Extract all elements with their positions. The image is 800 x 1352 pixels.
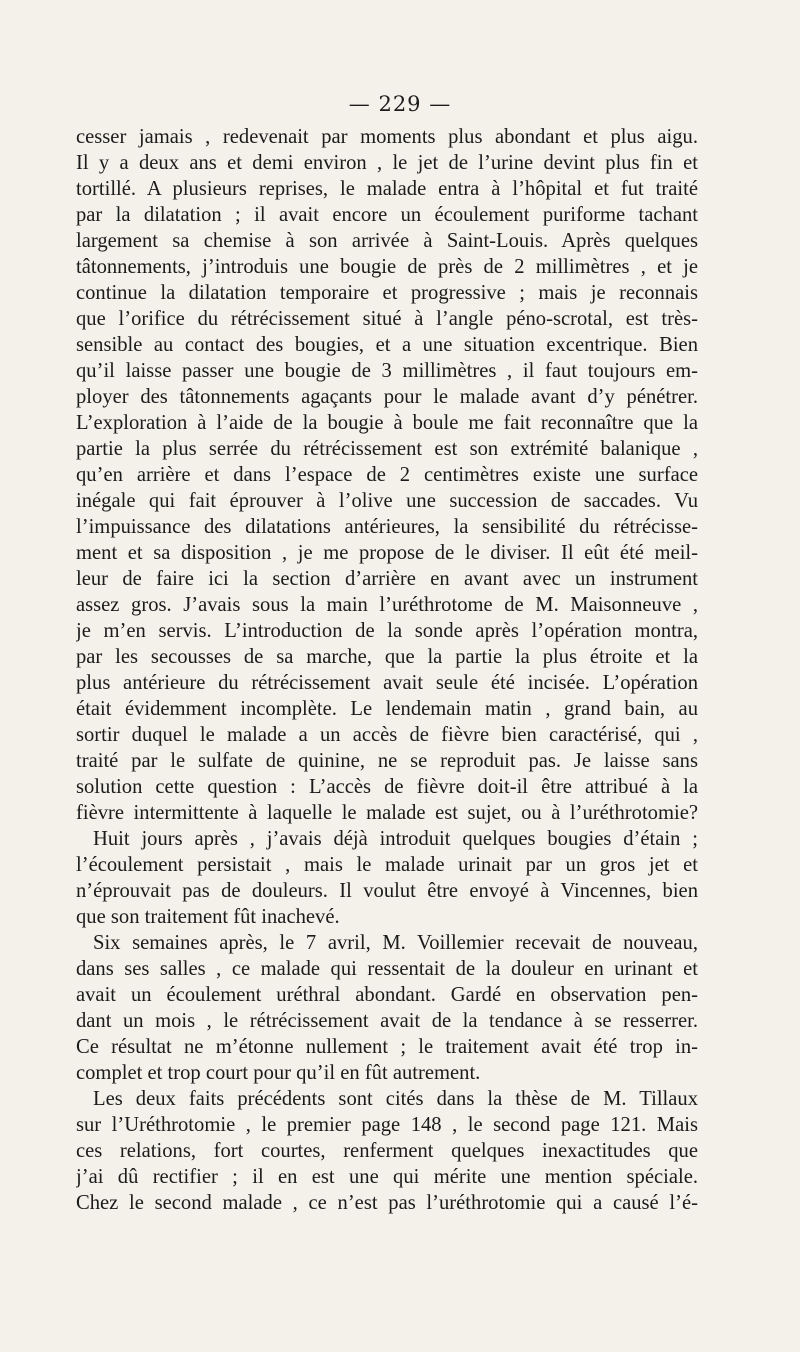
text-line: que l’orifice du rétrécissement situé à l’angle péno-scrotal, est très-	[76, 308, 698, 330]
text-line: L’exploration à l’aide de la bougie à boule me fait reconnaître que la	[76, 412, 698, 434]
text-line: l’impuissance des dilatations antérieures, la sensibilité du rétrécisse-	[76, 516, 698, 538]
text-line: n’éprouvait pas de douleurs. Il voulut être envoyé à Vincennes, bien	[76, 880, 698, 902]
text-line: fièvre intermittente à laquelle le malade est sujet, ou à l’uréthrotomie?	[76, 802, 698, 824]
text-line: plus antérieure du rétrécissement avait seule été incisée. L’opération	[76, 672, 698, 694]
body-text	[76, 124, 698, 1216]
text-line: ment et sa disposition , je me propose de le diviser. Il eût été meil-	[76, 542, 698, 564]
text-line: sortir duquel le malade a un accès de fièvre bien caractérisé, qui ,	[76, 724, 698, 746]
text-line: leur de faire ici la section d’arrière en avant avec un instrument	[76, 568, 698, 590]
text-line: continue la dilatation temporaire et progressive ; mais je reconnais	[76, 282, 698, 304]
text-line: que son traitement fût inachevé.	[76, 906, 340, 928]
text-line: inégale qui fait éprouver à l’olive une succession de saccades. Vu	[76, 490, 698, 512]
text-line: était évidemment incomplète. Le lendemain matin , grand bain, au	[76, 698, 698, 720]
text-line: ces relations, fort courtes, renferment quelques inexactitudes que	[76, 1140, 698, 1162]
text-line: par la dilatation ; il avait encore un écoulement puriforme tachant	[76, 204, 698, 226]
text-line: Chez le second malade , ce n’est pas l’uréthrotomie qui a causé l’é-	[76, 1192, 698, 1214]
text-line: sensible au contact des bougies, et a une situation excentrique. Bien	[76, 334, 698, 356]
text-line: je m’en servis. L’introduction de la sonde après l’opération montra,	[76, 620, 698, 642]
text-line: par les secousses de sa marche, que la partie la plus étroite et la	[76, 646, 698, 668]
text-line: Il y a deux ans et demi environ , le jet de l’urine devint plus fin et	[76, 152, 698, 174]
text-line: Ce résultat ne m’étonne nullement ; le traitement avait été trop in-	[76, 1036, 698, 1058]
text-line: avait un écoulement uréthral abondant. Gardé en observation pen-	[76, 984, 698, 1006]
text-line: tâtonnements, j’introduis une bougie de près de 2 millimètres , et je	[76, 256, 698, 278]
text-line: dans ses salles , ce malade qui ressentait de la douleur en urinant et	[76, 958, 698, 980]
text-line: dant un mois , le rétrécissement avait de la tendance à se resserrer.	[76, 1010, 698, 1032]
text-line: traité par le sulfate de quinine, ne se reproduit pas. Je laisse sans	[76, 750, 698, 772]
text-line: cesser jamais , redevenait par moments plus abondant et plus aigu.	[76, 126, 698, 148]
text-line: solution cette question : L’accès de fièvre doit-il être attribué à la	[76, 776, 698, 798]
text-line: assez gros. J’avais sous la main l’uréthrotome de M. Maisonneuve ,	[76, 594, 698, 616]
page-number: — 229 —	[348, 92, 452, 116]
text-line: ployer des tâtonnements agaçants pour le malade avant d’y pénétrer.	[76, 386, 698, 408]
text-line: tortillé. A plusieurs reprises, le malade entra à l’hôpital et fut traité	[76, 178, 698, 200]
text-line: Les deux faits précédents sont cités dans la thèse de M. Tillaux	[93, 1088, 698, 1110]
text-line: j’ai dû rectifier ; il en est une qui mérite une mention spéciale.	[76, 1166, 698, 1188]
text-line: complet et trop court pour qu’il en fût autrement.	[76, 1062, 481, 1084]
text-line: Huit jours après , j’avais déjà introduit quelques bougies d’étain ;	[93, 828, 698, 850]
text-line: Six semaines après, le 7 avril, M. Voillemier recevait de nouveau,	[93, 932, 698, 954]
text-line: l’écoulement persistait , mais le malade urinait par un gros jet et	[76, 854, 698, 876]
text-line: qu’en arrière et dans l’espace de 2 centimètres existe une surface	[76, 464, 698, 486]
text-line: partie la plus serrée du rétrécissement est son extrémité balanique ,	[76, 438, 698, 460]
text-line: largement sa chemise à son arrivée à Saint-Louis. Après quelques	[76, 230, 698, 252]
text-line: sur l’Uréthrotomie , le premier page 148 , le second page 121. Mais	[76, 1114, 698, 1136]
text-line: qu’il laisse passer une bougie de 3 millimètres , il faut toujours em-	[76, 360, 698, 382]
